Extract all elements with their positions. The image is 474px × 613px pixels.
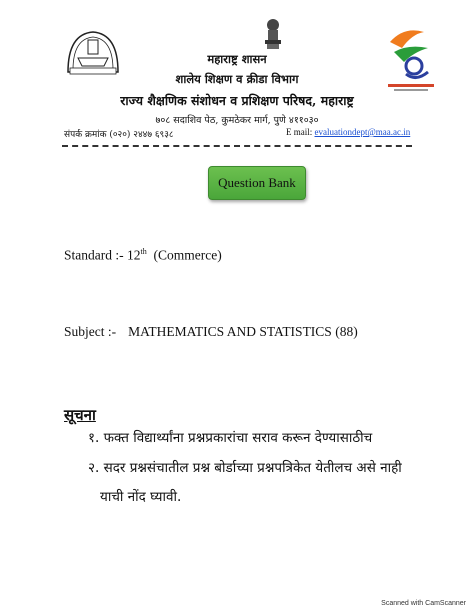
subject-line <box>64 324 358 340</box>
contact-email <box>286 127 410 137</box>
subject-label: Subject :- <box>64 324 117 339</box>
government-title: महाराष्ट्र शासन <box>207 52 267 66</box>
contact-phone: संपर्क क्रमांक (०२०) २४४७ ६९३८ <box>64 130 174 140</box>
email-label: E mail: <box>286 127 313 137</box>
standard-value: 12 <box>127 247 141 263</box>
address: ७०८ सदाशिव पेठ, कुमठेकर मार्ग, पुणे ४११०३० <box>155 115 319 126</box>
standard-label: Standard :- <box>64 247 124 263</box>
standard-sup: th <box>140 247 147 256</box>
standard-line <box>64 247 222 264</box>
notice-item-2-continued: याची नोंद घ्यावी. <box>100 489 182 505</box>
department-name: शालेय शिक्षण व क्रीडा विभाग <box>175 72 299 86</box>
notice-item-1: १. फक्त विद्यार्थ्यांना प्रश्नप्रकारांचा सराव करून देण्यासाठीच <box>88 430 373 446</box>
divider <box>62 145 412 147</box>
council-name: राज्य शैक्षणिक संशोधन व प्रशिक्षण परिषद, महाराष्ट्र <box>120 93 354 108</box>
notice-heading: सूचना <box>64 406 96 424</box>
notice-item-2: २. सदर प्रश्नसंचातील प्रश्न बोर्डाच्या प्रश्नपत्रिकेत येतीलच असे नाही <box>88 460 402 476</box>
question-bank-button[interactable]: Question Bank <box>208 166 306 200</box>
scanner-watermark: Scanned with CamScanner <box>381 600 466 607</box>
email-link[interactable]: evaluationdept@maa.ac.in <box>314 127 411 137</box>
subject-value: MATHEMATICS AND STATISTICS (88) <box>128 324 358 339</box>
ashoka-emblem-icon <box>262 18 284 50</box>
standard-stream: (Commerce) <box>153 247 222 263</box>
